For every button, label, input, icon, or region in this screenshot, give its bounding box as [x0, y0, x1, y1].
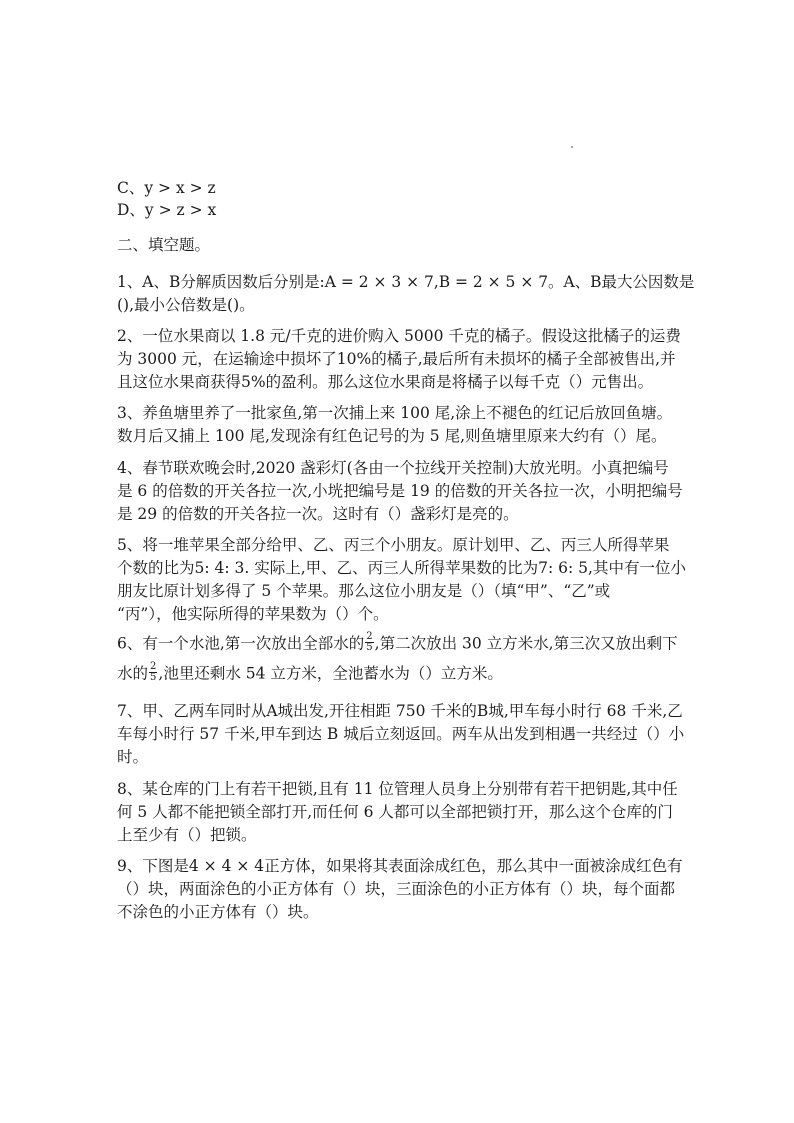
fraction-denominator: 5: [366, 642, 373, 653]
fraction-denominator-2: 5: [150, 672, 157, 683]
q5-line1: 5、将一堆苹果全部分给甲、乙、丙三个小朋友。原计划甲、乙、丙三人所得苹果: [117, 536, 670, 554]
q2-line1: 2、一位水果商以 1.8 元/千克的进价购入 5000 千克的橘子。假设这批橘子的运费: [117, 327, 681, 345]
q2-line3: 且这位水果商获得5%的盈利。那么这位水果商是将橘子以每千克（）元售出。: [117, 373, 654, 391]
q7-line3: 时。: [117, 748, 149, 766]
fraction-numerator: 2: [366, 631, 373, 642]
q6-line2: [117, 661, 503, 685]
fraction-two-fifths-2: [149, 662, 157, 683]
q7-line2: 车每小时行 57 千米,甲车到达 B 城后立刻返回。两车从出发到相遇一共经过（）小: [117, 725, 685, 743]
fraction-numerator-2: 2: [150, 661, 157, 672]
q6-line1-start: 6、有一个水池,第一次放出全部水的: [117, 634, 365, 653]
q4-line1: 4、春节联欢晚会时,2020 盏彩灯(各由一个拉线开关控制)大放光明。小真把编号: [117, 459, 669, 477]
q7-line1: 7、甲、乙两车同时从A城出发,开往相距 750 千米的B城,甲车每小时行 68 千米,乙: [117, 702, 683, 720]
q9-line3: 不涂色的小正方体有（）块。: [117, 903, 319, 921]
q1-line1: 1、A、B分解质因数后分别是:A = 2 × 3 × 7,B = 2 × 5 × 7。A、B最大公因数是: [117, 273, 695, 291]
q6-line1-end: ,第二次放出 30 立方米水,第三次又放出剩下: [374, 634, 678, 653]
q1-line2: (),最小公倍数是()。: [117, 296, 255, 314]
q3-line1: 3、养鱼塘里养了一批家鱼,第一次捕上来 100 尾,涂上不褪色的红记后放回鱼塘。: [117, 404, 673, 422]
q6-line1: [117, 631, 678, 655]
q3-line2: 数月后又捕上 100 尾,发现涂有红色记号的为 5 尾,则鱼塘里原来大约有（）尾。: [117, 427, 667, 445]
q4-line3: 是 29 的倍数的开关各拉一次。这时有（）盏彩灯是亮的。: [117, 505, 519, 523]
q5-line2: 个数的比为5: 4: 3. 实际上,甲、乙、丙三人所得苹果数的比为7: 6: 5,其中有一位小: [117, 559, 686, 577]
q2-line2: 为 3000 元，在运输途中损坏了10%的橘子,最后所有未损坏的橘子全部被售出,并: [117, 350, 676, 368]
q8-line2: 何 5 人都不能把锁全部打开,而任何 6 人都可以全部把锁打开，那么这个仓库的门: [117, 803, 673, 821]
option-c: C、y > x > z: [117, 179, 216, 197]
scan-speck: [571, 146, 573, 148]
q4-line2: 是 6 的倍数的开关各拉一次,小垙把编号是 19 的倍数的开关各拉一次，小明把编号: [117, 482, 683, 500]
q6-line2-end: ,池里还剩水 54 立方米，全池蓄水为（）立方米。: [158, 664, 503, 683]
q9-line1: 9、下图是4 × 4 × 4正方体，如果将其表面涂成红色，那么其中一面被涂成红色有: [117, 857, 683, 875]
section-heading: 二、填空题。: [117, 236, 211, 254]
q8-line3: 上至少有（）把锁。: [117, 826, 257, 844]
q6-line2-start: 水的: [117, 664, 149, 683]
q5-line4: “丙”），他实际所得的苹果数为（）个。: [117, 605, 389, 623]
fraction-two-fifths: [365, 632, 373, 653]
q5-line3: 朋友比原计划多得了 5 个苹果。那么这位小朋友是（）（填“甲”、“乙”或: [117, 582, 611, 600]
q9-line2: （）块，两面涂色的小正方体有（）块，三面涂色的小正方体有（）块，每个面都: [117, 880, 676, 898]
q8-line1: 8、某仓库的门上有若干把锁,且有 11 位管理人员身上分别带有若干把钥匙,其中任: [117, 780, 678, 798]
option-d: D、y > z > x: [117, 201, 217, 219]
